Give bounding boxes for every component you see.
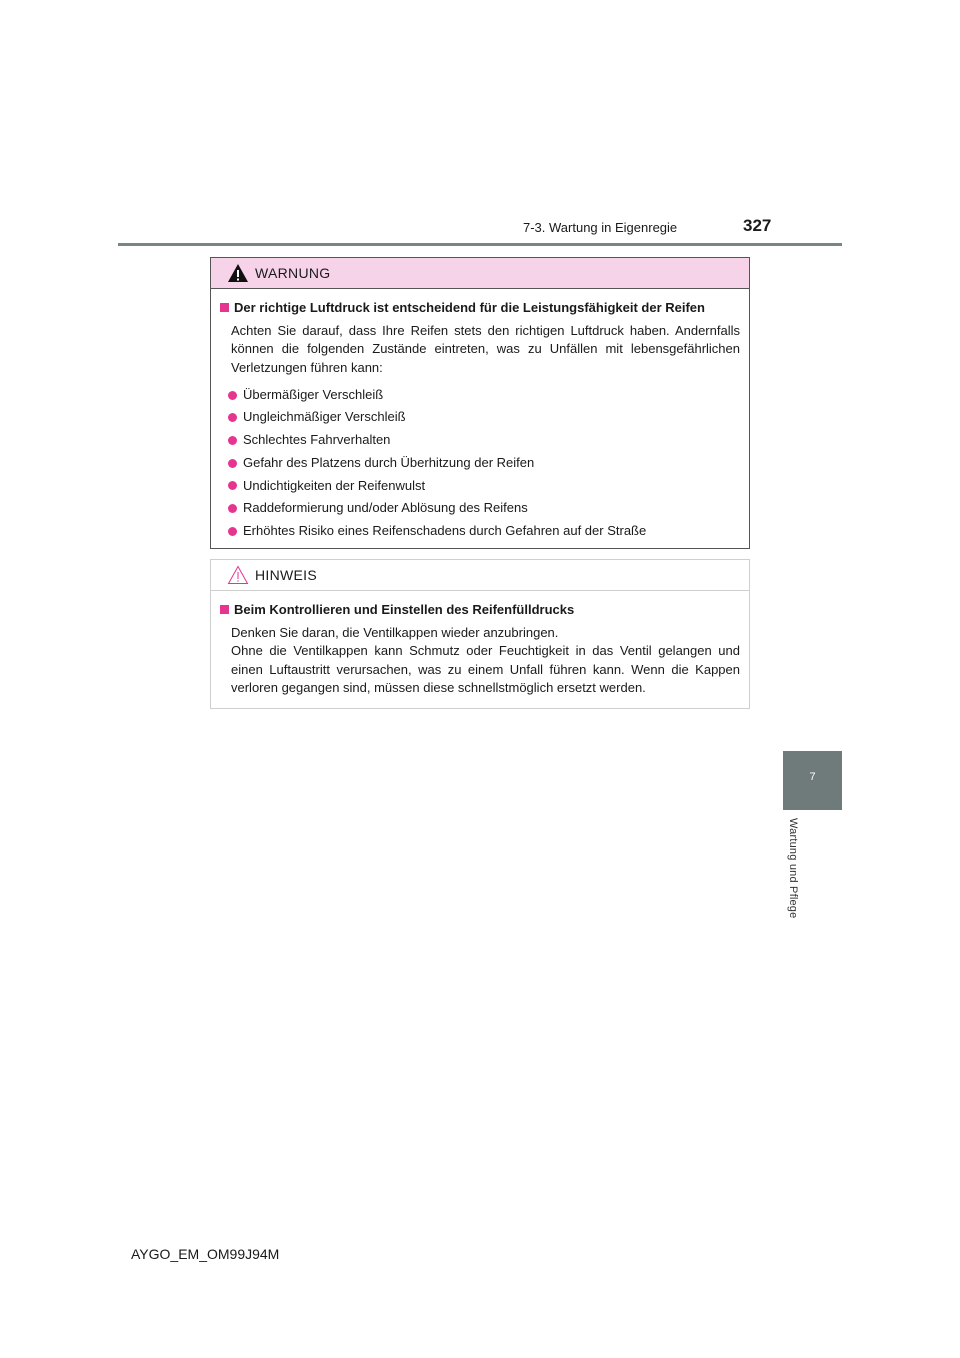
list-item — [228, 409, 740, 427]
notice-heading — [220, 601, 740, 620]
caution-triangle-icon — [227, 565, 249, 585]
list-item — [228, 431, 740, 449]
chapter-tab — [783, 751, 842, 810]
list-item — [228, 477, 740, 495]
list-item-text: Undichtigkeiten der Reifenwulst — [243, 477, 426, 493]
notice-text-1: Denken Sie daran, die Ventilkappen wieder anzubringen. — [231, 624, 559, 640]
notice-box — [210, 559, 750, 709]
list-item-text: Schlechtes Fahrverhalten — [243, 432, 391, 448]
bullet-dot-icon — [228, 391, 237, 400]
bullet-dot-icon — [228, 413, 237, 422]
bullet-dot-icon — [228, 436, 237, 445]
list-item — [228, 386, 740, 404]
square-bullet-icon — [220, 303, 229, 312]
list-item — [228, 454, 740, 472]
list-item — [228, 522, 740, 540]
bullet-dot-icon — [228, 481, 237, 490]
list-item-text: Gefahr des Platzens durch Überhitzung der Reifen — [243, 454, 535, 470]
page-number: 327 — [743, 216, 772, 235]
list-item-text: Raddeformierung und/oder Ablösung des Reifens — [243, 500, 528, 516]
square-bullet-icon — [220, 605, 229, 614]
list-item-text: Erhöhtes Risiko eines Reifenschadens durch Gefahren auf der Straße — [243, 522, 647, 538]
bullet-dot-icon — [228, 504, 237, 513]
list-item-text: Übermäßiger Verschleiß — [243, 386, 384, 402]
warning-title: WARNUNG — [255, 265, 331, 281]
warning-body — [211, 289, 749, 540]
warning-heading — [220, 299, 740, 318]
notice-body — [211, 591, 749, 698]
list-item — [228, 499, 740, 517]
chapter-number: 7 — [809, 771, 816, 783]
warning-header — [211, 258, 749, 289]
warning-heading-text: Der richtige Luftdruck ist entscheidend für die Leistungsfähigkeit der Reifen — [234, 300, 705, 315]
warning-text: Achten Sie darauf, dass Ihre Reifen stets den richtigen Luftdruck haben. Andernfalls können die folgenden Zustände eintreten, was zu Unfällen mit lebensgefährlichen Verletzungen führen kann: — [231, 322, 740, 375]
section-title: 7-3. Wartung in Eigenregie — [523, 220, 678, 235]
chapter-label: Wartung und Pflege — [787, 818, 799, 919]
notice-header — [211, 560, 749, 591]
list-item-text: Ungleichmäßiger Verschleiß — [243, 409, 406, 425]
bullet-dot-icon — [228, 527, 237, 536]
warning-list — [228, 386, 740, 540]
notice-heading-text: Beim Kontrollieren und Einstellen des Reifenfülldrucks — [234, 602, 575, 617]
notice-text-2: Ohne die Ventilkappen kann Schmutz oder Feuchtigkeit in das Ventil gelangen und einen Luftaustritt verursachen, was zu einem Unfall führen kann. Wenn die Kappen verloren gegangen sind, müssen diese schnellstmöglich ersetzt werden. — [231, 643, 740, 695]
header-divider — [118, 243, 842, 246]
notice-title: HINWEIS — [255, 567, 317, 583]
document-code: AYGO_EM_OM99J94M — [131, 1246, 280, 1262]
warning-box — [210, 257, 750, 549]
bullet-dot-icon — [228, 459, 237, 468]
warning-triangle-icon — [227, 263, 249, 283]
